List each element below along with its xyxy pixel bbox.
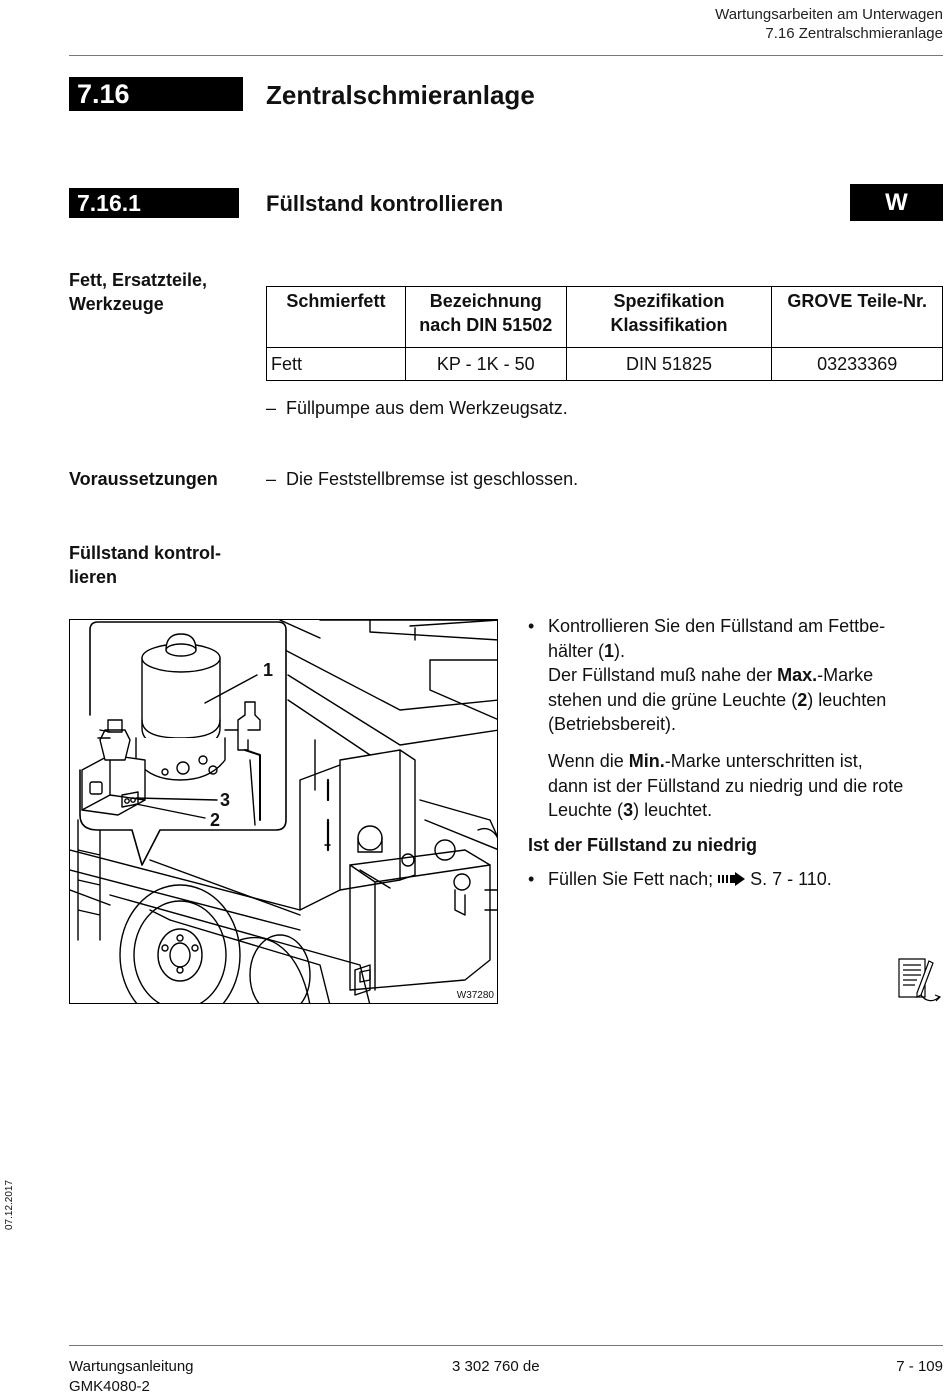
para-line2: dann ist der Füllstand zu niedrig und die rote [548,775,904,796]
footer-doc-number: 3 302 760 de [452,1358,540,1375]
parts-heading-line1: Fett, Ersatzteile, [69,270,208,290]
table-header-cell [405,287,566,348]
subsection-title: Füllstand kontrollieren [266,191,504,216]
prereq-item [266,467,578,491]
table-cell-lubricant: Fett [267,348,406,381]
notes-document-icon [895,955,943,1010]
tool-note [266,396,568,420]
check-heading-line2: lieren [69,567,118,587]
callout-3: 3 [220,790,231,810]
header-rule [69,55,943,56]
text: Der Füllstand muß nahe der [548,665,778,685]
bullet1-line1: Kontrollieren Sie den Füllstand am Fettbe- [548,616,886,636]
bullet-refill [528,867,943,893]
max-mark: Max. [777,665,818,685]
table-header-cell [772,287,943,348]
table-header-cell [267,287,406,348]
subsection-number: 7.16.1 [69,188,239,218]
side-date: 07.12.2017 [4,1179,15,1230]
col-label-line2: nach DIN 51502 [419,315,553,335]
maintenance-badge: W [850,184,943,221]
refill-text: Füllen Sie Fett nach; [548,869,719,889]
running-header [715,5,943,43]
low-level-paragraph [528,749,943,823]
header-chapter: Wartungsarbeiten am Unterwagen [715,6,943,23]
text: hälter ( [548,640,605,661]
col-label: Bezeichnung [429,291,542,311]
text: ) leuchtet. [633,800,713,820]
footer-rule [69,1345,943,1346]
text: -Marke unterschritten ist, [664,751,863,771]
table-cell-spec: DIN 51825 [566,348,772,381]
dash-marker: – [266,469,287,489]
technical-drawing [70,620,498,1004]
page-ref-link[interactable]: S. 7 - 110. [750,869,832,889]
min-mark: Min. [628,751,665,771]
col-label: Schmierfett [286,291,386,311]
footer-model: GMK4080-2 [69,1378,150,1395]
col-label: Spezifikation [613,291,725,311]
section-number: 7.16 [69,77,243,111]
dash-marker: – [266,398,287,418]
check-heading-line1: Füllstand kontrol- [69,543,221,563]
bullet-marker: • [528,869,535,889]
col-label-line2: Klassifikation [610,315,728,335]
para-line1 [548,749,943,774]
check-heading [69,541,221,589]
para-line3 [548,798,943,823]
ref-2: 2 [797,689,808,710]
col-label: GROVE Teile-Nr. [787,291,928,311]
text: -Marke [817,665,874,685]
figure-code: W37280 [456,990,494,1001]
footer-left [69,1357,194,1397]
table-cell-designation: KP - 1K - 50 [405,348,566,381]
header-section: 7.16 Zentralschmieranlage [765,25,943,42]
text: stehen und die grüne Leuchte ( [548,689,798,710]
parts-table [266,286,943,381]
table-header-row [267,287,943,348]
bullet1-line5: (Betriebsbereit). [548,714,677,734]
callout-1: 1 [263,660,274,680]
tool-note-text: Füllpumpe aus dem Werkzeugsatz. [286,398,568,418]
section-title: Zentralschmieranlage [266,80,535,110]
text: Wenn die [548,751,629,771]
parts-heading-line2: Werkzeuge [69,294,164,314]
ref-1: 1 [604,640,615,661]
lubrication-pump-figure [69,619,498,1004]
bullet-check-level [528,614,943,737]
bullet1-line3 [548,663,943,688]
prereq-heading: Voraussetzungen [69,469,218,489]
text: ). [614,640,626,661]
ref-3: 3 [623,800,634,820]
parts-heading [69,268,207,316]
low-level-heading: Ist der Füllstand zu niedrig [528,835,758,855]
table-cell-part-number: 03233369 [772,348,943,381]
text: ) leuchten [807,689,887,710]
footer-manual-title: Wartungsanleitung [69,1358,194,1375]
text: Leuchte ( [548,800,624,820]
callout-2: 2 [210,810,221,830]
bullet-marker: • [528,616,535,636]
bullet1-line2 [548,639,943,664]
footer-page-number: 7 - 109 [896,1358,943,1375]
prereq-text: Die Feststellbremse ist geschlossen. [286,469,579,489]
table-row [267,348,943,381]
table-header-cell [566,287,772,348]
bullet1-line4 [548,688,943,713]
page-ref-arrow-icon [718,868,746,893]
